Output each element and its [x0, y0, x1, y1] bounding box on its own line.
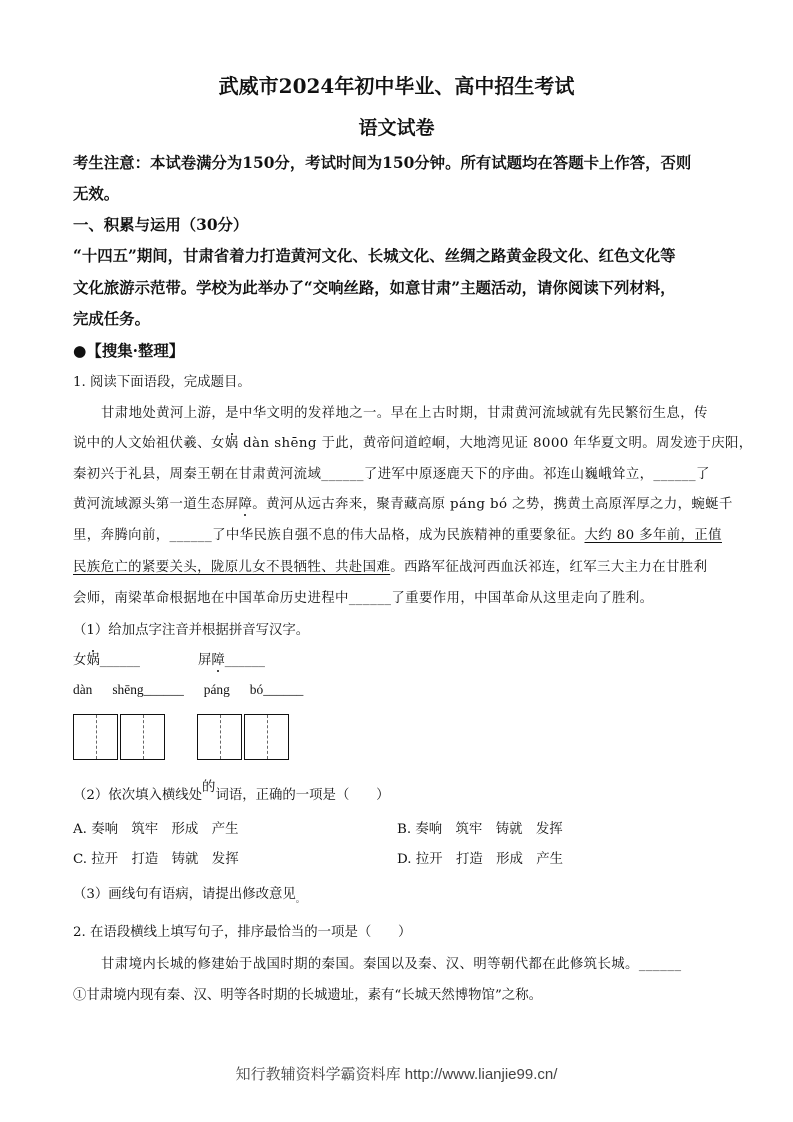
passage-text: 了重要作用，中国革命从这里走向了胜利。: [391, 591, 654, 606]
passage-text: dàn shēng 于此，黄帝问道崆峒，大地湾见证 8000 年华夏文明。周发迹于庆阳，: [238, 436, 753, 451]
pinyin: dàn: [73, 682, 93, 697]
underlined-sentence: 民族危亡的紧要关头，陇原儿女不畏牺牲、共赴国难: [73, 560, 391, 575]
question-2-passage: [101, 953, 681, 972]
label-text: （2）依次填入横线处: [73, 788, 203, 803]
blank-line: ______: [638, 957, 682, 972]
subquestion-2-label: [73, 780, 390, 803]
subquestion-1-label: （1）给加点字注音并根据拼音写汉字。: [73, 623, 310, 638]
raised-char: 的: [202, 780, 216, 795]
option-text: 奏响 筑牢 形成 产生: [91, 822, 239, 837]
answer-blank: ______: [99, 653, 140, 668]
option-key: B.: [397, 822, 412, 837]
passage-text: 黄河流域源头第一道生态屏: [73, 497, 239, 512]
blank-line: ______: [169, 528, 213, 543]
subsection-heading: ●【搜集·整理】: [73, 342, 185, 360]
word-1: [73, 649, 140, 668]
passage-text: 。黄河从远古奔来，聚青藏高原 páng bó 之势，携黄土高原浑厚之力，蜿蜒千: [252, 497, 733, 512]
answer-blank: ______: [224, 653, 265, 668]
label-text: （3）画线句有语病，请提出修改意见: [73, 887, 296, 902]
label-text: 词语，正确的一项是（ ）: [215, 788, 390, 803]
pinyin: shēng: [112, 682, 144, 697]
dotted-char: 娲: [86, 653, 100, 668]
writing-box[interactable]: [120, 714, 165, 760]
page-title: 武威市2024年初中毕业、高中招生考试: [218, 74, 575, 98]
question-2-stem: 2. 在语段横线上填写句子，排序最恰当的一项是（ ）: [73, 925, 412, 940]
option-text: 拉开 打造 铸就 发挥: [91, 852, 239, 867]
blank-line: ______: [653, 467, 696, 482]
passage-text: 了进军中原逐鹿天下的序曲。祁连山巍峨耸立，: [363, 467, 654, 482]
pinyin: páng: [203, 682, 230, 697]
passage-line-3: [73, 463, 710, 482]
passage-line-5: [73, 524, 722, 543]
option-key: C.: [73, 852, 88, 867]
writing-box[interactable]: [73, 714, 118, 760]
option-b[interactable]: [397, 818, 563, 837]
label-tail: 。: [295, 895, 305, 905]
question-2-item-1: ①甘肃境内现有秦、汉、明等各时期的长城遗址，素有“长城天然博物馆”之称。: [73, 988, 542, 1003]
section-intro-line-1: “十四五”期间，甘肃省着力打造黄河文化、长城文化、丝绸之路黄金段文化、红色文化等: [73, 247, 676, 265]
option-c[interactable]: [73, 848, 239, 867]
passage-line-7: [73, 587, 653, 606]
passage-line-2: [73, 432, 753, 451]
passage-line-1: 甘肃地处黄河上游，是中华文明的发祥地之一。早在上古时期，甘肃黄河流域就有先民繁衍生息，传: [101, 406, 708, 421]
passage-text: 。西路军征战河西血沃祁连，红军三大主力在甘胜利: [390, 560, 708, 575]
option-text: 奏响 筑牢 铸就 发挥: [415, 822, 563, 837]
subquestion-3-label: [73, 883, 305, 905]
passage-text: 了中华民族自强不息的伟大品格，成为民族精神的重要象征。: [212, 528, 585, 543]
option-d[interactable]: [397, 848, 563, 867]
underlined-sentence: 大约 80 多年前，正值: [584, 528, 722, 543]
option-key: D.: [397, 852, 412, 867]
option-key: A.: [73, 822, 87, 837]
footer-watermark: 知行教辅资料学霸资料库 http://www.lianjie99.cn/: [235, 1066, 558, 1083]
dotted-char: 障: [238, 497, 253, 512]
answer-blank: ______: [143, 682, 184, 697]
page-subtitle: 语文试卷: [358, 117, 435, 139]
passage-line-4: [73, 493, 733, 512]
notice-line-1: 考生注意：本试卷满分为150分，考试时间为150分钟。所有试题均在答题卡上作答，否则: [73, 154, 692, 172]
blank-line: ______: [321, 467, 364, 482]
section-heading: 一、积累与运用（30分）: [73, 216, 249, 234]
option-text: 拉开 打造 形成 产生: [415, 852, 564, 867]
passage-text: 甘肃境内长城的修建始于战国时期的秦国。秦国以及秦、汉、明等朝代都在此修筑长城。: [101, 957, 639, 972]
passage-text: 秦初兴于礼县，周秦王朝在甘肃黄河流域: [73, 467, 322, 482]
notice-line-2: 无效。: [73, 185, 120, 203]
answer-blank: ______: [263, 682, 304, 697]
passage-line-6: [73, 556, 707, 575]
blank-line: ______: [348, 591, 392, 606]
section-intro-line-3: 完成任务。: [73, 310, 150, 328]
dotted-char: 娲: [224, 436, 239, 451]
word-char: 女: [73, 653, 87, 668]
pinyin: bó: [249, 682, 264, 697]
passage-text: 会师，南梁革命根据地在中国革命历史进程中: [73, 591, 349, 606]
section-intro-line-2: 文化旅游示范带。学校为此举办了“交响丝路，如意甘肃”主题活动，请你阅读下列材料，: [73, 279, 676, 297]
passage-text: 里，奔腾向前，: [73, 528, 170, 543]
writing-box[interactable]: [197, 714, 242, 760]
pinyin-row: [73, 682, 303, 698]
dotted-char: 障: [211, 653, 225, 668]
passage-text: 了: [696, 467, 710, 482]
passage-text: 说中的人文始祖伏羲、女: [73, 436, 225, 451]
question-1-stem: 1. 阅读下面语段，完成题目。: [73, 375, 251, 390]
word-2: [198, 649, 265, 668]
word-char: 屏: [198, 653, 212, 668]
option-a[interactable]: [73, 818, 239, 837]
writing-box[interactable]: [244, 714, 289, 760]
